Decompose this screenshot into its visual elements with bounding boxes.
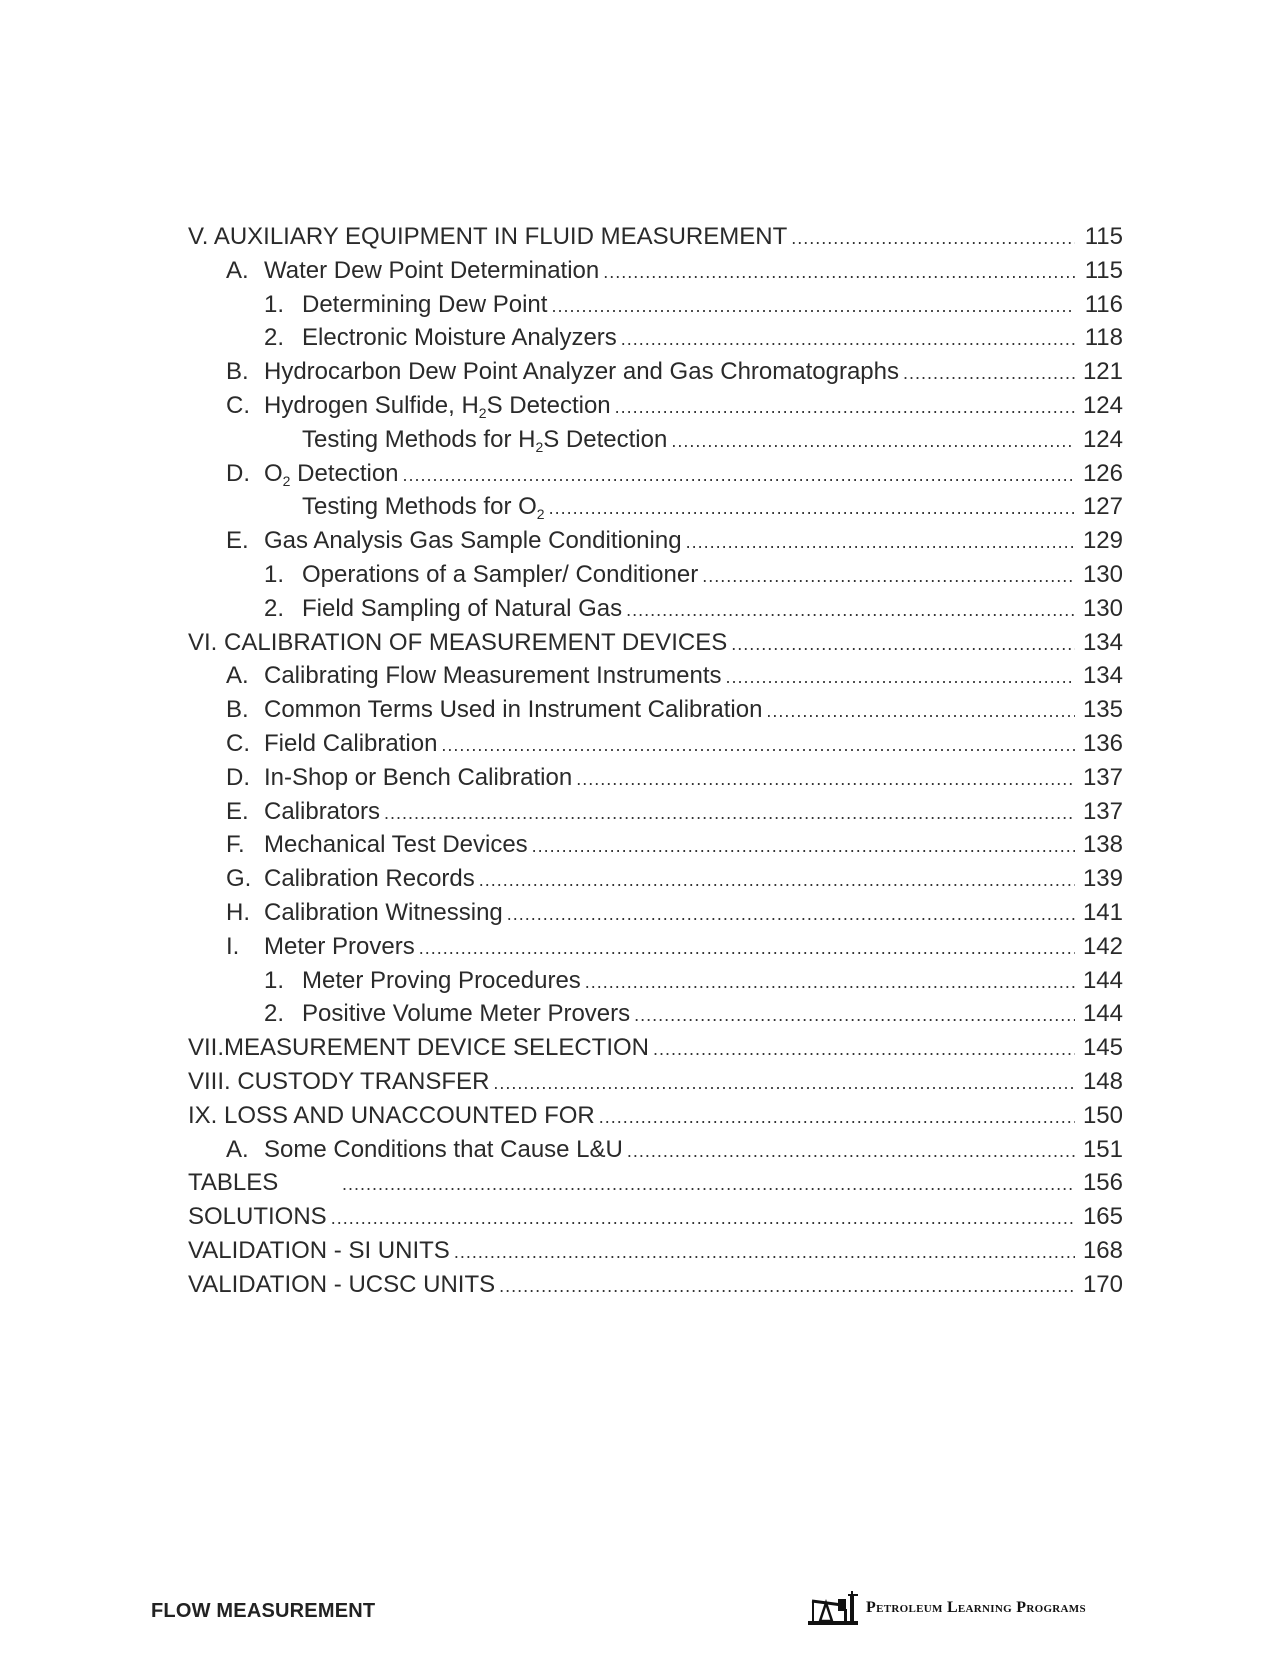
- toc-entry[interactable]: [188, 389, 1123, 423]
- toc-entry-title: [264, 795, 380, 829]
- toc-entry-title-text: Calibration Witnessing: [264, 898, 503, 926]
- toc-entry[interactable]: [188, 964, 1123, 998]
- toc-entry-title-text: VIII. CUSTODY TRANSFER: [188, 1067, 490, 1095]
- toc-entry-page: 121: [1082, 358, 1123, 386]
- toc-entry-title-text: Hydrogen Sulfide, H: [264, 391, 479, 419]
- toc-entry-page: 144: [1082, 1000, 1123, 1028]
- toc-entry-title: [264, 896, 503, 930]
- publisher-name: Petroleum Learning Programs: [866, 1599, 1086, 1616]
- dot-leader: [634, 999, 1075, 1033]
- toc-entry-title-text: Some Conditions that Cause L&U: [264, 1135, 623, 1163]
- toc-entry-title-text: Calibrating Flow Measurement Instruments: [264, 662, 722, 690]
- toc-entry[interactable]: [188, 727, 1123, 761]
- toc-entry-page: 115: [1084, 256, 1123, 284]
- toc-entry-title: [264, 727, 437, 761]
- toc-entry[interactable]: [188, 930, 1123, 964]
- toc-entry-page: 118: [1084, 324, 1123, 352]
- oil-pumpjack-icon: [808, 1589, 860, 1627]
- toc-entry-title-text: O: [264, 459, 283, 487]
- toc-entry-page: 156: [1082, 1169, 1123, 1197]
- toc-entry[interactable]: [188, 1133, 1123, 1167]
- toc-entry-number: C.: [226, 391, 250, 419]
- toc-entry-title-text: Meter Proving Procedures: [302, 966, 581, 994]
- toc-entry-page: 137: [1082, 797, 1123, 825]
- dot-leader: [731, 628, 1075, 662]
- toc-entry-page: 134: [1082, 662, 1123, 690]
- dot-leader: [653, 1033, 1075, 1067]
- toc-entry-number: B.: [226, 358, 249, 386]
- toc-entry-title: [302, 490, 545, 524]
- toc-entry-title-suffix: S Detection: [543, 425, 668, 453]
- toc-entry-title: [264, 862, 475, 896]
- toc-entry-title: [188, 220, 787, 254]
- toc-entry-title: [188, 1200, 327, 1234]
- toc-entry-title-text: Water Dew Point Determination: [264, 256, 600, 284]
- toc-entry-number: 2.: [264, 324, 285, 352]
- toc-entry-title-text: Testing Methods for H: [302, 425, 536, 453]
- toc-entry-title: [264, 457, 399, 491]
- toc-entry-subscript: 2: [536, 506, 545, 523]
- toc-entry[interactable]: [188, 457, 1123, 491]
- toc-entry-number: A.: [226, 256, 249, 284]
- toc-entry[interactable]: [188, 254, 1123, 288]
- toc-entry-title: [188, 1065, 489, 1099]
- toc-entry-title: [264, 355, 899, 389]
- toc-entry-page: 136: [1082, 729, 1123, 757]
- toc-entry[interactable]: [188, 659, 1123, 693]
- toc-entry[interactable]: [188, 862, 1123, 896]
- toc-entry[interactable]: [188, 490, 1123, 524]
- toc-entry-title-text: Electronic Moisture Analyzers: [302, 324, 617, 352]
- toc-entry-title-text: Operations of a Sampler/ Conditioner: [302, 560, 699, 588]
- toc-entry[interactable]: [188, 558, 1123, 592]
- toc-entry-number: A.: [226, 662, 249, 690]
- toc-entry-page: 150: [1082, 1101, 1123, 1129]
- toc-entry-page: 130: [1082, 560, 1123, 588]
- toc-entry-title-text: VALIDATION - SI UNITS: [188, 1236, 450, 1264]
- toc-entry-title: [188, 1268, 495, 1302]
- toc-entry-page: 168: [1082, 1236, 1123, 1264]
- dot-leader: [403, 459, 1075, 493]
- toc-entry-number: A.: [226, 1135, 249, 1163]
- toc-entry-title: [302, 321, 617, 355]
- toc-entry-number: G.: [226, 865, 252, 893]
- toc-entry-title: [302, 592, 622, 626]
- toc-entry-title: [302, 558, 698, 592]
- toc-entry-subscript: 2: [282, 472, 291, 489]
- toc-entry-title: [264, 1133, 623, 1167]
- dot-leader: [384, 797, 1075, 831]
- toc-entry-page: 134: [1082, 628, 1123, 656]
- toc-entry[interactable]: [188, 828, 1123, 862]
- dot-leader: [615, 391, 1075, 425]
- toc-entry-title-text: Common Terms Used in Instrument Calibration: [264, 696, 763, 724]
- toc-entry-page: 148: [1082, 1067, 1123, 1095]
- toc-entry-page: 129: [1082, 527, 1123, 555]
- dot-leader: [331, 1202, 1075, 1236]
- toc-entry-title-text: Determining Dew Point: [302, 290, 548, 318]
- dot-leader: [479, 864, 1075, 898]
- toc-entry-title: [302, 997, 630, 1031]
- toc-entry-page: 141: [1082, 898, 1123, 926]
- toc-entry[interactable]: [188, 1234, 1123, 1268]
- toc-entry-title: [264, 389, 611, 423]
- toc-entry-page: 124: [1082, 391, 1123, 419]
- toc-entry-title-text: VALIDATION - UCSC UNITS: [188, 1270, 496, 1298]
- toc-entry-title: [188, 1099, 595, 1133]
- dot-leader: [603, 256, 1075, 290]
- toc-entry[interactable]: [188, 1166, 1123, 1200]
- dot-leader: [599, 1101, 1075, 1135]
- toc-entry-title: [188, 1234, 450, 1268]
- toc-entry-title-text: Testing Methods for O: [302, 493, 537, 521]
- toc-entry[interactable]: [188, 321, 1123, 355]
- toc-entry-subscript: 2: [478, 404, 487, 421]
- dot-leader: [549, 492, 1075, 526]
- dot-leader: [626, 594, 1075, 628]
- toc-entry-title: [188, 626, 727, 660]
- toc-entry-title: [188, 1031, 649, 1065]
- toc-entry[interactable]: [188, 288, 1123, 322]
- toc-entry-title: [264, 659, 722, 693]
- toc-entry[interactable]: [188, 693, 1123, 727]
- toc-entry-page: 138: [1082, 831, 1123, 859]
- dot-leader: [551, 290, 1075, 324]
- toc-entry-title-suffix: Detection: [290, 459, 399, 487]
- toc-entry-title-text: Meter Provers: [264, 932, 415, 960]
- dot-leader: [342, 1168, 1075, 1202]
- toc-entry-title-text: IX. LOSS AND UNACCOUNTED FOR: [188, 1101, 595, 1129]
- toc-entry-title: [302, 423, 667, 457]
- toc-entry-page: 151: [1082, 1135, 1123, 1163]
- toc-entry-number: C.: [226, 729, 250, 757]
- toc-entry[interactable]: [188, 1065, 1123, 1099]
- toc-entry-title: [264, 930, 415, 964]
- toc-entry-title-text: SOLUTIONS: [188, 1203, 327, 1231]
- dot-leader: [791, 222, 1075, 256]
- toc-entry-number: D.: [226, 763, 250, 791]
- toc-entry-number: E.: [226, 797, 249, 825]
- toc-entry-page: 165: [1082, 1203, 1123, 1231]
- table-of-contents: [188, 220, 1123, 1302]
- toc-entry-title-text: Field Sampling of Natural Gas: [302, 594, 623, 622]
- toc-entry-title-text: Positive Volume Meter Provers: [302, 1000, 631, 1028]
- toc-entry-page: 145: [1082, 1034, 1123, 1062]
- toc-entry-number: E.: [226, 527, 249, 555]
- dot-leader: [671, 425, 1075, 459]
- toc-entry-title: [264, 761, 572, 795]
- toc-entry-number: 1.: [264, 290, 285, 318]
- toc-entry-title-text: Calibrators: [264, 797, 381, 825]
- toc-entry-number: 1.: [264, 560, 285, 588]
- toc-entry[interactable]: [188, 1268, 1123, 1302]
- toc-entry-page: 126: [1082, 459, 1123, 487]
- toc-entry-title-text: V. AUXILIARY EQUIPMENT IN FLUID MEASUREMENT: [188, 223, 788, 250]
- toc-entry-title: [264, 524, 682, 558]
- toc-entry-page: 144: [1082, 966, 1123, 994]
- dot-leader: [499, 1270, 1075, 1304]
- toc-entry-number: 2.: [264, 1000, 285, 1028]
- toc-entry-title-text: Calibration Records: [264, 865, 475, 893]
- dot-leader: [627, 1135, 1075, 1169]
- dot-leader: [493, 1067, 1075, 1101]
- toc-entry-subscript: 2: [535, 438, 544, 455]
- toc-entry-number: 1.: [264, 966, 285, 994]
- toc-entry[interactable]: [188, 626, 1123, 660]
- toc-entry-title-text: VI. CALIBRATION OF MEASUREMENT DEVICES: [188, 628, 728, 656]
- toc-entry[interactable]: [188, 220, 1123, 254]
- toc-entry-title-text: In-Shop or Bench Calibration: [264, 763, 573, 791]
- toc-entry[interactable]: [188, 1099, 1123, 1133]
- toc-entry-page: 142: [1082, 932, 1123, 960]
- toc-entry[interactable]: [188, 423, 1123, 457]
- dot-leader: [726, 661, 1075, 695]
- toc-entry-page: 170: [1082, 1270, 1123, 1298]
- toc-entry-page: 116: [1084, 290, 1123, 318]
- toc-entry-number: D.: [226, 459, 250, 487]
- toc-entry-page: 115: [1084, 223, 1123, 250]
- publisher-logo: [808, 1588, 1128, 1628]
- dot-leader: [621, 323, 1075, 357]
- dot-leader: [766, 695, 1075, 729]
- dot-leader: [419, 932, 1075, 966]
- toc-entry-title: [264, 693, 762, 727]
- toc-entry-number: I.: [226, 932, 240, 960]
- toc-entry-page: 139: [1082, 865, 1123, 893]
- toc-entry[interactable]: [188, 355, 1123, 389]
- toc-entry-page: 130: [1082, 594, 1123, 622]
- toc-entry-title-text: Gas Analysis Gas Sample Conditioning: [264, 527, 682, 555]
- toc-entry[interactable]: [188, 592, 1123, 626]
- toc-entry-title-text: Mechanical Test Devices: [264, 831, 528, 859]
- toc-entry-title: [302, 288, 547, 322]
- dot-leader: [903, 357, 1075, 391]
- toc-entry[interactable]: [188, 795, 1123, 829]
- dot-leader: [702, 560, 1075, 594]
- toc-entry[interactable]: [188, 1031, 1123, 1065]
- toc-entry-number: H.: [226, 898, 250, 926]
- toc-entry[interactable]: [188, 896, 1123, 930]
- toc-entry-title-suffix: S Detection: [486, 391, 611, 419]
- toc-entry[interactable]: [188, 997, 1123, 1031]
- dot-leader: [532, 830, 1075, 864]
- toc-entry[interactable]: [188, 1200, 1123, 1234]
- dot-leader: [576, 763, 1075, 797]
- dot-leader: [454, 1236, 1075, 1270]
- dot-leader: [507, 898, 1075, 932]
- toc-entry-number: 2.: [264, 594, 285, 622]
- toc-entry-title: [188, 1166, 338, 1200]
- toc-entry-page: 124: [1082, 425, 1123, 453]
- toc-entry-number: F.: [226, 831, 245, 859]
- toc-entry-title-text: Field Calibration: [264, 729, 438, 757]
- toc-entry-title-text: TABLES: [188, 1169, 279, 1197]
- dot-leader: [585, 966, 1075, 1000]
- toc-entry-page: 135: [1082, 696, 1123, 724]
- footer-title: FLOW MEASUREMENT: [151, 1600, 376, 1622]
- dot-leader: [441, 729, 1075, 763]
- toc-entry-title-text: VII.MEASUREMENT DEVICE SELECTION: [188, 1034, 649, 1062]
- toc-entry-page: 127: [1082, 493, 1123, 521]
- toc-entry[interactable]: [188, 761, 1123, 795]
- toc-entry-number: B.: [226, 696, 249, 724]
- toc-entry-page: 137: [1082, 763, 1123, 791]
- dot-leader: [686, 526, 1075, 560]
- toc-entry-title: [264, 828, 528, 862]
- toc-entry[interactable]: [188, 524, 1123, 558]
- toc-entry-title: [302, 964, 581, 998]
- toc-entry-title: [264, 254, 599, 288]
- toc-entry-title-text: Hydrocarbon Dew Point Analyzer and Gas Chromatographs: [264, 358, 899, 386]
